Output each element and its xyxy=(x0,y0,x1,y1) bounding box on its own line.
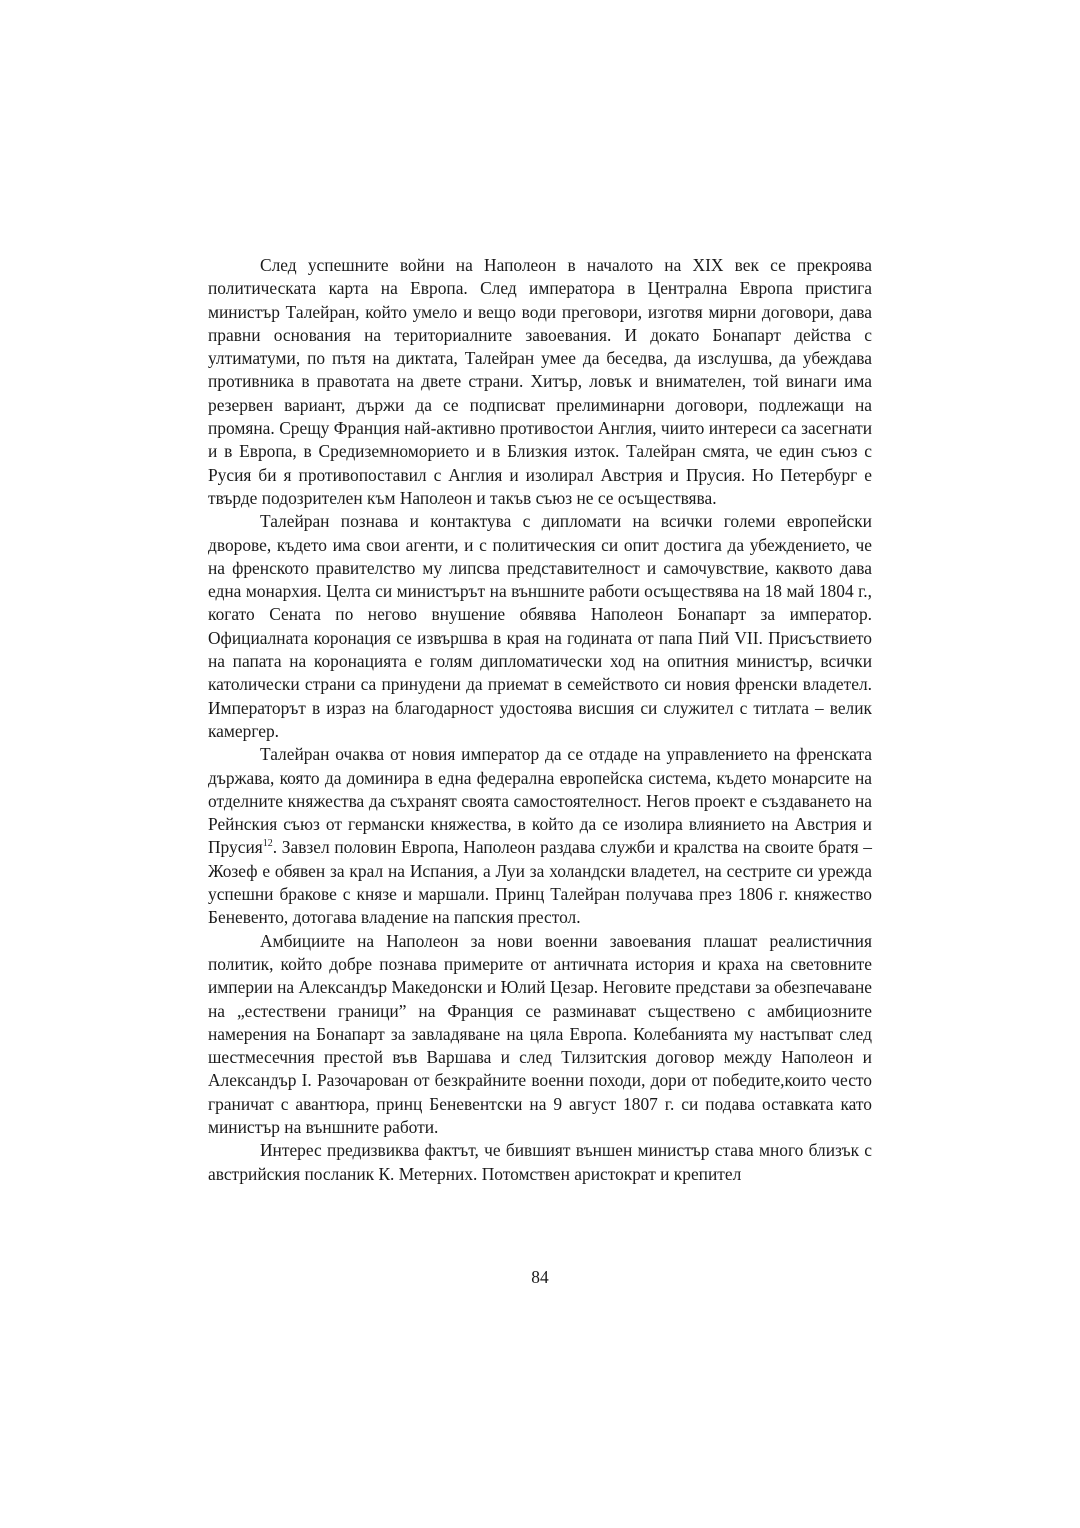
page-number: 84 xyxy=(531,1267,549,1287)
paragraph-3 xyxy=(208,743,872,929)
paragraph-4: Амбициите на Наполеон за нови военни завоевания плашат реалистичния политик, който добре познава примерите от античната история и краха на световните империи на Александър Македонски и Юлий Цезар. Неговите представи за обезпечаване на „естествени граници” на Франция се разминават съществено с амбициозните намерения на Бонапарт за завладяване на цяла Европа. Колебанията му настъпват след шестмесечния престой във Варшава и след Тилзитския договор между Наполеон и Александър I. Разочарован от безкрайните военни походи, дори от победите,които често граничат с авантюра, принц Беневентски на 9 август 1807 г. си подава оставката като министър на външните работи. xyxy=(208,930,872,1137)
paragraph-3-text-after: . Завзел половин Европа, Наполеон раздава служби и кралства на своите братя – Жозеф е обявен за крал на Испания, а Луи за холандски владетел, на сестрите си урежда успешни бракове с князе и маршали. Принц Талейран получава през 1806 г. княжество Беневенто, дотогава владение на папския престол. xyxy=(208,837,872,928)
paragraph-1: След успешните войни на Наполеон в началото на XIX век се прекроява политическата карта на Европа. След императора в Централна Европа пристига министър Талейран, който умело и вещо води преговори, изготвя мирни договори, дава правни основания на териториалните завоевания. И докато Бонапарт действа с ултиматуми, по пътя на диктата, Талейран умее да беседва, да изслушва, да убеждава противника в правотата на двете страни. Хитър, ловък и внимателен, той винаги има резервен вариант, държи да се подписват прелиминарни договори, подлежащи на промяна. Срещу Франция най-активно противостои Англия, чиито интереси са засегнати и в Европа, в Средиземноморието и в Близкия изток. Талейран смята, че един съюз с Русия би я противопоставил с Англия и изолирал Австрия и Прусия. Но Петербург е твърде подозрителен към Наполеон и такъв съюз не се осъществява. xyxy=(208,255,872,508)
footnote-reference: 12 xyxy=(262,838,273,850)
paragraph-5: Интерес предизвиква фактът, че бившият външен министър става много близък с австрийския посланик К. Метерних. Потомствен аристократ и крепител xyxy=(208,1140,872,1184)
paragraph-3-text-before: Талейран очаква от новия император да се отдаде на управлението на френската държава, която да доминира в една федерална европейска система, където монарсите на отделните княжества да съхранят своята самостоятелност. Негов проект е създаването на Рейнския съюз от германски княжества, в който да се изолира влиянието на Австрия и Прусия xyxy=(208,744,872,858)
text-body xyxy=(208,254,872,1186)
paragraph-2: Талейран познава и контактува с дипломати на всички големи европейски дворове, където има свои агенти, и с политическия си опит достига да убеждението, че на френското правителство му липсва представителност и самочувствие, каквото дава една монархия. Целта си министърът на външните работи осъществява на 18 май 1804 г., когато Сената по негово внушение обявява Наполеон Бонапарт за император. Официалната коронация се извършва в края на годината от папа Пий VII. Присъствието на папата на коронацията е голям дипломатически ход на опитния министър, всички католически страни са принудени да приемат в семейството си новия френски владетел. Императорът в израз на благодарност удостоява висшия си служител с титлата – велик камергер. xyxy=(208,511,872,741)
